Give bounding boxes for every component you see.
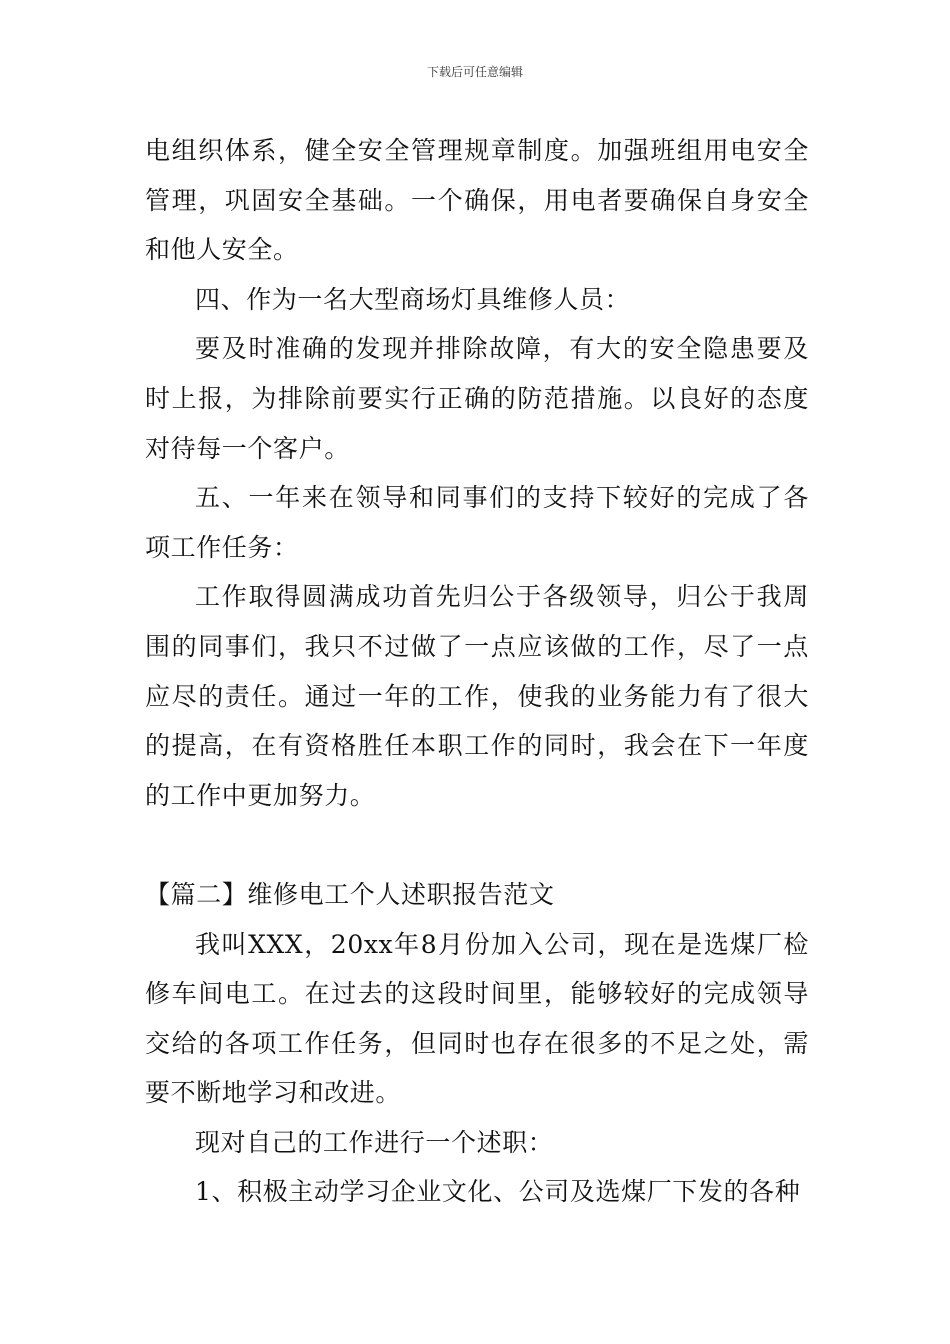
paragraph-5: 工作取得圆满成功首先归公于各级领导，归公于我周围的同事们，我只不过做了一点应该做的工作，尽了一点应尽的责任。通过一年的工作，使我的业务能力有了很大的提高，在有资格胜任本职工作的同时，我会在下一年度的工作中更加努力。 xyxy=(145,582,809,810)
document-body xyxy=(145,126,809,1217)
paragraph-8: 1、积极主动学习企业文化、公司及选煤厂下发的各种 xyxy=(195,1177,801,1207)
page-header-note: 下载后可任意编辑 xyxy=(426,65,523,79)
paragraph-1: 电组织体系，健全安全管理规章制度。加强班组用电安全管理，巩固安全基础。一个确保，用电者要确保自身安全和他人安全。 xyxy=(145,136,809,265)
paragraph-2: 四、作为一名大型商场灯具维修人员： xyxy=(195,284,631,314)
paragraph-7: 现对自己的工作进行一个述职： xyxy=(195,1127,554,1157)
paragraph-4: 五、一年来在领导和同事们的支持下较好的完成了各项工作任务： xyxy=(145,483,809,562)
paragraph-3: 要及时准确的发现并排除故障，有大的安全隐患要及时上报，为排除前要实行正确的防范措施。以良好的态度对待每一个客户。 xyxy=(145,334,809,463)
section-heading: 【篇二】维修电工个人述职报告范文 xyxy=(145,879,555,909)
section-gap xyxy=(145,820,809,870)
paragraph-6: 我叫XXX，20xx年8月份加入公司，现在是选煤厂检修车间电工。在过去的这段时间里，能够较好的完成领导交给的各项工作任务，但同时也存在很多的不足之处，需要不断地学习和改进。 xyxy=(145,929,809,1108)
